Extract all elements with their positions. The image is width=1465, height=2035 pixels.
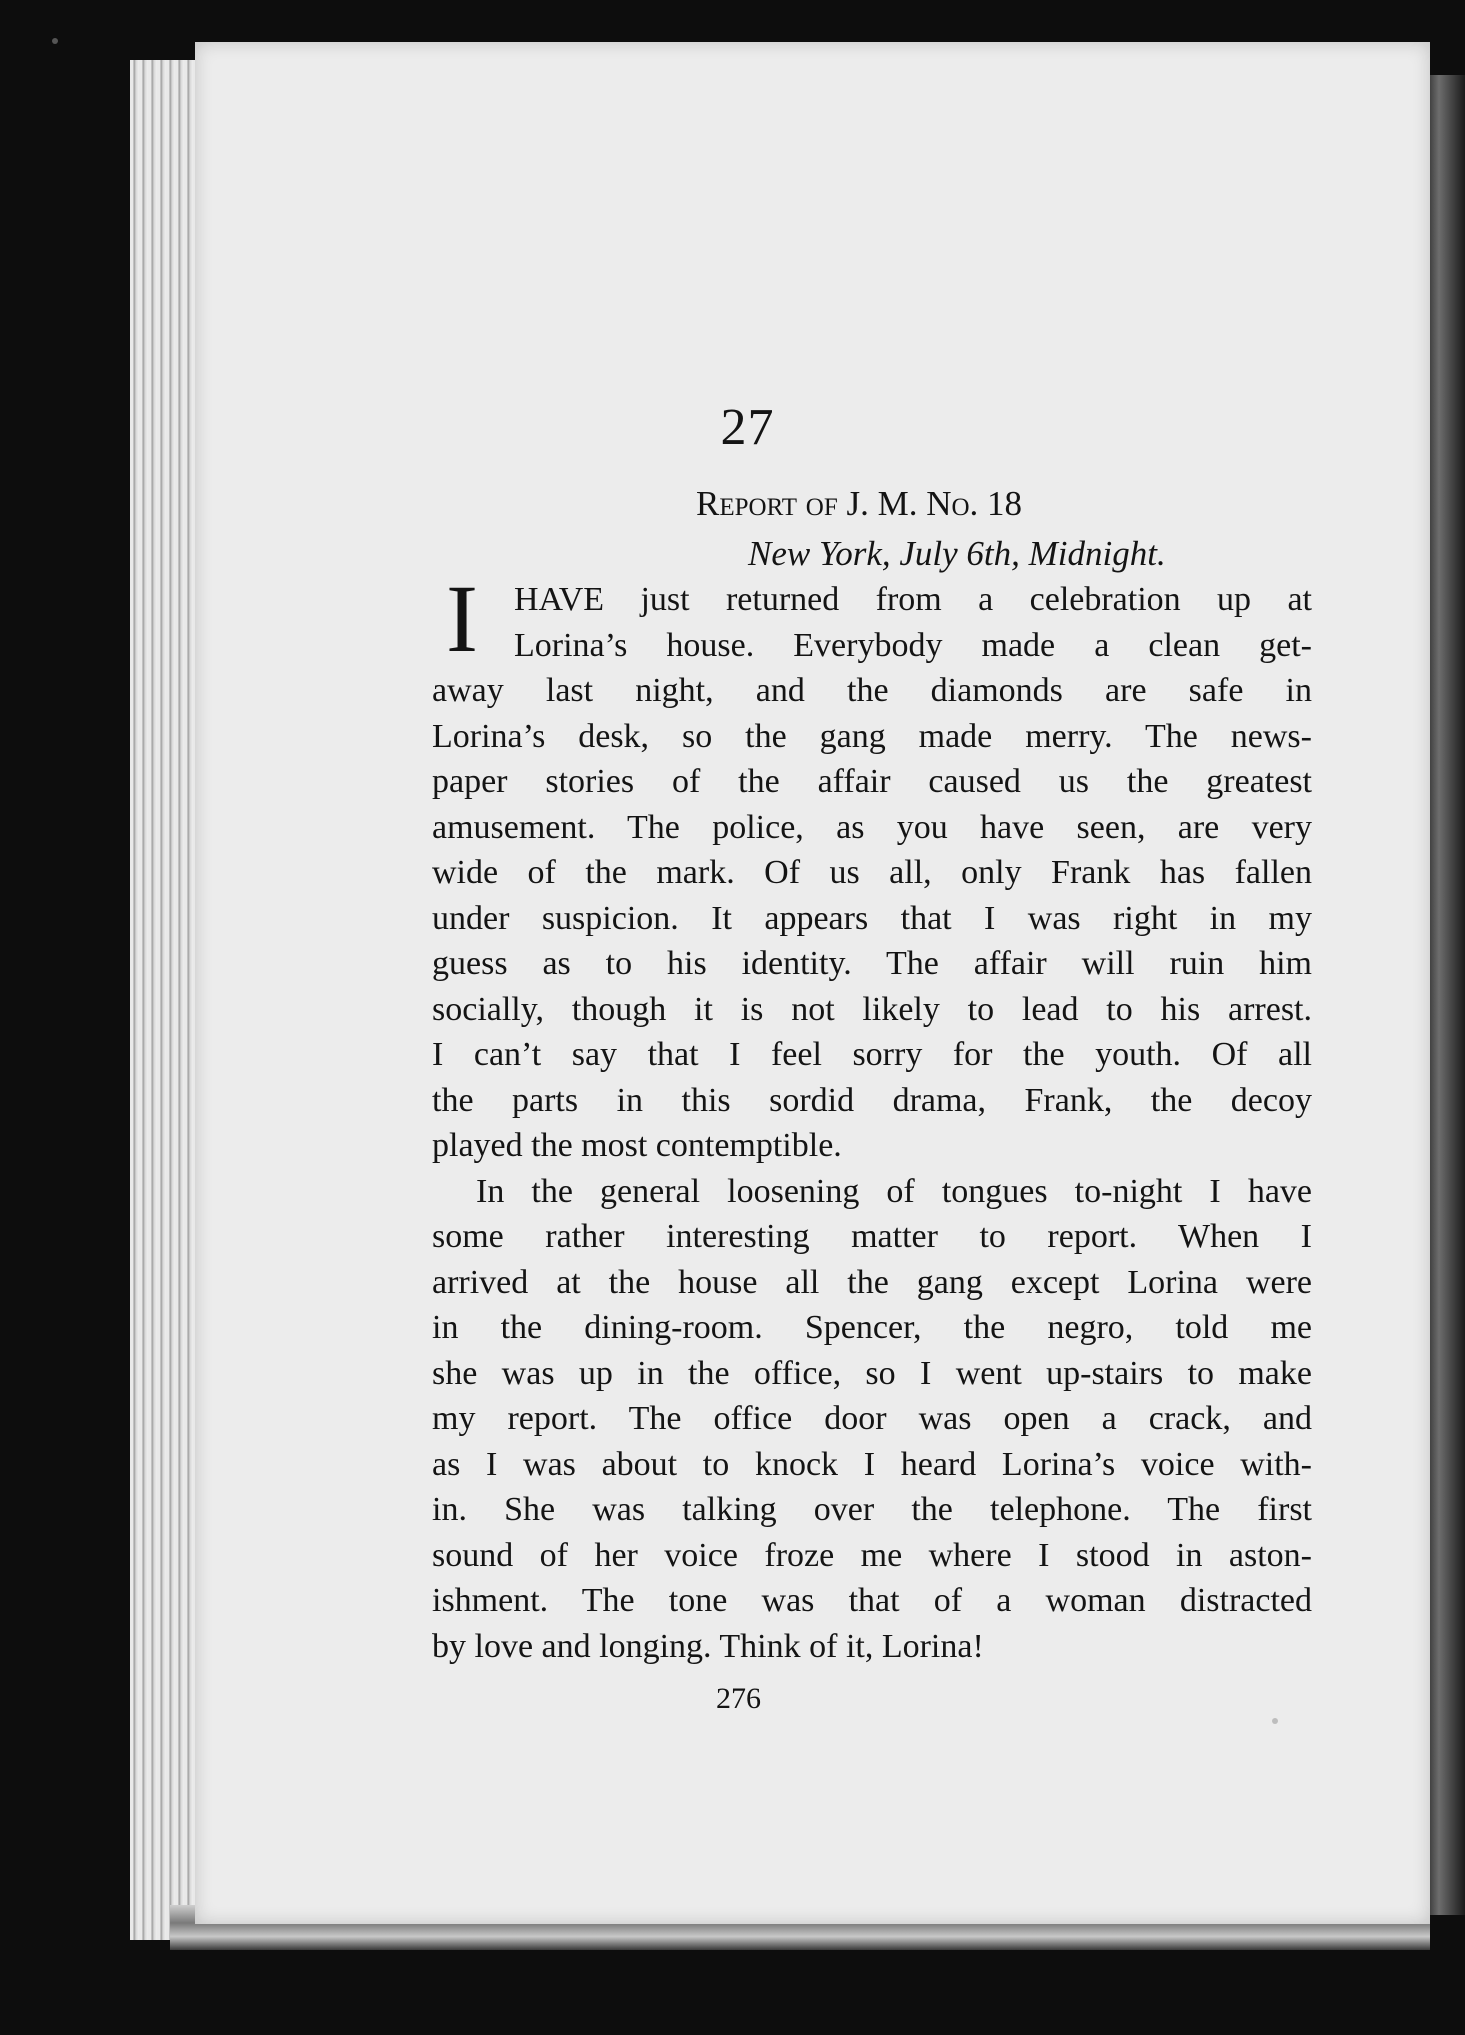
text-line: HAVE just returned from a celebration up at — [514, 581, 1312, 618]
body-text — [432, 565, 1312, 1669]
text-line: amusement. The police, as you have seen, are very — [432, 808, 1312, 846]
text-line: socially, though it is not likely to lead to his arrest. — [432, 990, 1312, 1028]
text-line: some rather interesting matter to report. When I — [432, 1218, 1312, 1255]
drop-cap: I — [446, 565, 478, 672]
text-line: as I was about to knock I heard Lorina’s voice with- — [432, 1445, 1312, 1483]
text-line: arrived at the house all the gang except Lorina were — [432, 1263, 1312, 1301]
text-line: she was up in the office, so I went up-stairs to make — [432, 1354, 1312, 1392]
text-line: paper stories of the affair caused us the greatest — [432, 763, 1312, 800]
page-number: 276 — [716, 1682, 761, 1715]
text-line: Lorina’s house. Everybody made a clean get- — [514, 626, 1312, 664]
paragraph-1 — [432, 565, 1312, 1169]
text-line: under suspicion. It appears that I was right in my — [432, 899, 1312, 937]
drop-cap-indented-lines — [432, 565, 1312, 672]
text-line: guess as to his identity. The affair will ruin him — [432, 945, 1312, 982]
report-dateline: New York, July 6th, Midnight. — [748, 534, 1166, 573]
text-line: I can’t say that I feel sorry for the youth. Of all — [432, 1036, 1312, 1073]
paragraph-2 — [432, 1169, 1312, 1670]
book-right-gutter — [1425, 75, 1465, 1915]
text-line: in. She was talking over the telephone. The first — [432, 1491, 1312, 1528]
text-line: in the dining-room. Spencer, the negro, told me — [432, 1309, 1312, 1346]
text-line: In the general loosening of tongues to-night I have — [476, 1172, 1312, 1210]
text-line: away last night, and the diamonds are safe in — [432, 672, 1312, 709]
chapter-number: 27 — [720, 399, 775, 456]
text-line: by love and longing. Think of it, Lorina! — [432, 1627, 984, 1665]
page-speck — [1272, 1718, 1278, 1724]
text-line: ishment. The tone was that of a woman distracted — [432, 1582, 1312, 1619]
text-line: Lorina’s desk, so the gang made merry. The news- — [432, 717, 1312, 755]
text-line: wide of the mark. Of us all, only Frank has fallen — [432, 854, 1312, 891]
report-heading: Report of J. M. No. 18 — [696, 484, 1023, 523]
scan-speck — [52, 38, 58, 44]
text-line: the parts in this sordid drama, Frank, the decoy — [432, 1081, 1312, 1119]
text-line: my report. The office door was open a crack, and — [432, 1400, 1312, 1437]
text-line: sound of her voice froze me where I stood in aston- — [432, 1536, 1312, 1574]
text-line: played the most contemptible. — [432, 1127, 842, 1164]
